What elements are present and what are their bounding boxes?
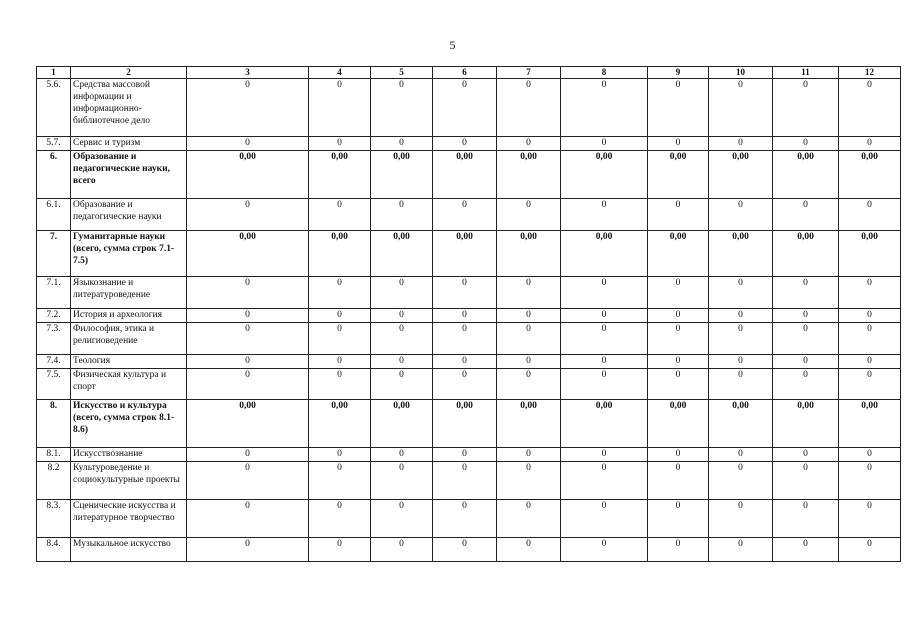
row-number: 7.	[37, 231, 71, 277]
table-cell: 0	[433, 199, 497, 231]
column-header: 8	[561, 67, 648, 79]
row-label: Гуманитарные науки (всего, сумма строк 7.1-7.5)	[71, 231, 187, 277]
table-cell: 0	[773, 462, 839, 500]
table-cell: 0	[839, 369, 901, 400]
table-cell: 0	[561, 462, 648, 500]
table-cell: 0	[371, 199, 433, 231]
table-cell: 0	[839, 79, 901, 137]
table-cell: 0	[648, 199, 709, 231]
column-header: 7	[497, 67, 561, 79]
table-cell: 0	[709, 309, 773, 323]
table-cell: 0	[433, 500, 497, 538]
column-header: 9	[648, 67, 709, 79]
table-cell: 0	[648, 79, 709, 137]
table-cell: 0	[773, 448, 839, 462]
table-row	[37, 79, 901, 137]
table-cell: 0	[309, 369, 371, 400]
table-cell: 0,00	[648, 151, 709, 199]
table-cell: 0	[648, 500, 709, 538]
table-cell: 0,00	[187, 400, 309, 448]
table-cell: 0	[187, 355, 309, 369]
table-cell: 0	[371, 538, 433, 562]
table-row	[37, 369, 901, 400]
table-cell: 0,00	[709, 231, 773, 277]
table-cell: 0,00	[709, 151, 773, 199]
table-cell: 0	[309, 500, 371, 538]
table-cell: 0	[648, 538, 709, 562]
table-row	[37, 277, 901, 309]
table-row	[37, 500, 901, 538]
row-number: 7.4.	[37, 355, 71, 369]
table-cell: 0	[187, 448, 309, 462]
table-row	[37, 137, 901, 151]
table-cell: 0	[497, 355, 561, 369]
table-cell: 0,00	[433, 231, 497, 277]
table-cell: 0	[497, 323, 561, 355]
table-cell: 0	[433, 277, 497, 309]
table-cell: 0	[561, 309, 648, 323]
table-cell: 0	[773, 199, 839, 231]
table-cell: 0	[709, 277, 773, 309]
table-cell: 0	[371, 462, 433, 500]
table-cell: 0	[187, 323, 309, 355]
row-label: Средства массовой информации и информационно-библиотечное дело	[71, 79, 187, 137]
table-cell: 0	[709, 79, 773, 137]
row-number: 8.3.	[37, 500, 71, 538]
table-cell: 0,00	[648, 231, 709, 277]
table-cell: 0	[561, 199, 648, 231]
table-cell: 0	[709, 355, 773, 369]
table-cell: 0	[497, 309, 561, 323]
table-cell: 0,00	[497, 231, 561, 277]
table-cell: 0	[839, 323, 901, 355]
row-label: Физическая культура и спорт	[71, 369, 187, 400]
table-cell: 0	[497, 277, 561, 309]
table-cell: 0	[371, 79, 433, 137]
page-number: 5	[449, 38, 456, 52]
table-cell: 0,00	[309, 151, 371, 199]
table-cell: 0,00	[709, 400, 773, 448]
table-cell: 0	[709, 199, 773, 231]
table-cell: 0	[839, 538, 901, 562]
column-header: 4	[309, 67, 371, 79]
table-cell: 0	[309, 137, 371, 151]
table-cell: 0	[773, 538, 839, 562]
table-cell: 0,00	[497, 151, 561, 199]
table-cell: 0	[187, 500, 309, 538]
table-cell: 0	[433, 323, 497, 355]
table-row	[37, 448, 901, 462]
row-label: Искусствознание	[71, 448, 187, 462]
row-number: 6.	[37, 151, 71, 199]
table-cell: 0,00	[187, 151, 309, 199]
row-number: 8.2	[37, 462, 71, 500]
table-cell: 0	[561, 538, 648, 562]
table-cell: 0	[773, 500, 839, 538]
row-label: Философия, этика и религиоведение	[71, 323, 187, 355]
table-cell: 0	[309, 199, 371, 231]
table-cell: 0,00	[497, 400, 561, 448]
table-cell: 0,00	[839, 151, 901, 199]
table-row	[37, 231, 901, 277]
table-cell: 0	[309, 309, 371, 323]
table-row	[37, 462, 901, 500]
table-cell: 0	[371, 369, 433, 400]
table-cell: 0	[709, 369, 773, 400]
table-cell: 0	[709, 462, 773, 500]
table-cell: 0	[371, 500, 433, 538]
table-cell: 0,00	[371, 151, 433, 199]
row-number: 7.1.	[37, 277, 71, 309]
table-cell: 0	[309, 355, 371, 369]
row-label: Языкознание и литературоведение	[71, 277, 187, 309]
row-label: Теология	[71, 355, 187, 369]
table-cell: 0	[433, 448, 497, 462]
table-cell: 0	[497, 199, 561, 231]
statistics-table	[36, 66, 901, 562]
table-cell: 0	[497, 462, 561, 500]
table-cell: 0	[187, 462, 309, 500]
row-number: 7.2.	[37, 309, 71, 323]
table-cell: 0	[773, 309, 839, 323]
row-label: История и археология	[71, 309, 187, 323]
table-cell: 0	[433, 355, 497, 369]
table-cell: 0	[839, 277, 901, 309]
column-header: 1	[37, 67, 71, 79]
table-cell: 0,00	[187, 231, 309, 277]
table-cell: 0	[648, 369, 709, 400]
table-row	[37, 355, 901, 369]
table-cell: 0	[497, 137, 561, 151]
table-cell: 0	[773, 277, 839, 309]
column-header: 6	[433, 67, 497, 79]
table-cell: 0	[839, 500, 901, 538]
row-number: 5.6.	[37, 79, 71, 137]
table-cell: 0	[371, 137, 433, 151]
table-cell: 0	[371, 448, 433, 462]
table-cell: 0	[561, 355, 648, 369]
table-cell: 0	[839, 137, 901, 151]
table-cell: 0	[709, 323, 773, 355]
table-row	[37, 538, 901, 562]
table-cell: 0	[839, 448, 901, 462]
table-cell: 0,00	[773, 151, 839, 199]
column-header: 5	[371, 67, 433, 79]
table-cell: 0	[433, 538, 497, 562]
table-cell: 0	[497, 79, 561, 137]
table-cell: 0	[187, 137, 309, 151]
table-cell: 0	[648, 448, 709, 462]
table-cell: 0	[773, 369, 839, 400]
table-cell: 0	[371, 355, 433, 369]
column-header: 11	[773, 67, 839, 79]
table-cell: 0	[561, 500, 648, 538]
table-cell: 0,00	[561, 400, 648, 448]
table-cell: 0	[648, 137, 709, 151]
table-cell: 0,00	[433, 151, 497, 199]
table-cell: 0	[773, 355, 839, 369]
row-number: 6.1.	[37, 199, 71, 231]
table-cell: 0	[839, 309, 901, 323]
table-cell: 0	[433, 79, 497, 137]
table-cell: 0	[433, 462, 497, 500]
table-cell: 0	[371, 277, 433, 309]
table-cell: 0	[709, 448, 773, 462]
table-cell: 0,00	[773, 400, 839, 448]
table-cell: 0	[648, 309, 709, 323]
table-cell: 0	[497, 538, 561, 562]
table-cell: 0	[709, 137, 773, 151]
row-label: Искусство и культура (всего, сумма строк 8.1-8.6)	[71, 400, 187, 448]
table-cell: 0	[561, 323, 648, 355]
table-cell: 0	[497, 369, 561, 400]
table-cell: 0,00	[309, 400, 371, 448]
table-cell: 0	[561, 79, 648, 137]
header-row	[37, 67, 901, 79]
table-cell: 0,00	[561, 151, 648, 199]
table-cell: 0,00	[433, 400, 497, 448]
row-number: 7.5.	[37, 369, 71, 400]
table-cell: 0,00	[561, 231, 648, 277]
row-label: Музыкальное искусство	[71, 538, 187, 562]
table-cell: 0	[187, 309, 309, 323]
table-body	[37, 79, 901, 562]
table-cell: 0	[773, 137, 839, 151]
table-cell: 0	[497, 500, 561, 538]
table-cell: 0	[433, 137, 497, 151]
row-label: Образование и педагогические науки, всего	[71, 151, 187, 199]
table-row	[37, 199, 901, 231]
table-cell: 0	[497, 448, 561, 462]
table-cell: 0	[648, 355, 709, 369]
table-cell: 0	[187, 79, 309, 137]
table-cell: 0	[648, 462, 709, 500]
table-cell: 0	[433, 369, 497, 400]
table-cell: 0	[309, 277, 371, 309]
table-row	[37, 400, 901, 448]
row-number: 7.3.	[37, 323, 71, 355]
table-cell: 0	[309, 462, 371, 500]
table-cell: 0	[309, 448, 371, 462]
column-header: 10	[709, 67, 773, 79]
table-cell: 0	[187, 369, 309, 400]
table-cell: 0,00	[371, 400, 433, 448]
table-cell: 0	[561, 137, 648, 151]
table-cell: 0	[839, 199, 901, 231]
table-cell: 0	[773, 323, 839, 355]
table-cell: 0	[309, 79, 371, 137]
table-cell: 0	[773, 79, 839, 137]
table-cell: 0,00	[371, 231, 433, 277]
table-cell: 0	[839, 355, 901, 369]
row-number: 8.	[37, 400, 71, 448]
row-number: 5.7.	[37, 137, 71, 151]
table-row	[37, 323, 901, 355]
row-label: Образование и педагогические науки	[71, 199, 187, 231]
table-cell: 0,00	[773, 231, 839, 277]
row-label: Культуроведение и социокультурные проекты	[71, 462, 187, 500]
table-cell: 0,00	[648, 400, 709, 448]
row-number: 8.4.	[37, 538, 71, 562]
table-cell: 0	[561, 369, 648, 400]
table-cell: 0	[839, 462, 901, 500]
row-label: Сервис и туризм	[71, 137, 187, 151]
table-row	[37, 309, 901, 323]
table-cell: 0	[309, 538, 371, 562]
table-cell: 0	[561, 277, 648, 309]
table-cell: 0,00	[309, 231, 371, 277]
table-cell: 0	[371, 323, 433, 355]
table-cell: 0	[648, 323, 709, 355]
table-cell: 0	[433, 309, 497, 323]
table-cell: 0,00	[839, 400, 901, 448]
table-cell: 0	[648, 277, 709, 309]
table-cell: 0	[709, 500, 773, 538]
row-number: 8.1.	[37, 448, 71, 462]
table-cell: 0	[187, 277, 309, 309]
row-label: Сценические искусства и литературное творчество	[71, 500, 187, 538]
table-cell: 0,00	[839, 231, 901, 277]
column-header: 2	[71, 67, 187, 79]
table-row	[37, 151, 901, 199]
table-cell: 0	[709, 538, 773, 562]
table-cell: 0	[561, 448, 648, 462]
table-cell: 0	[309, 323, 371, 355]
table-cell: 0	[371, 309, 433, 323]
column-header: 12	[839, 67, 901, 79]
table-cell: 0	[187, 199, 309, 231]
table-cell: 0	[187, 538, 309, 562]
column-header: 3	[187, 67, 309, 79]
